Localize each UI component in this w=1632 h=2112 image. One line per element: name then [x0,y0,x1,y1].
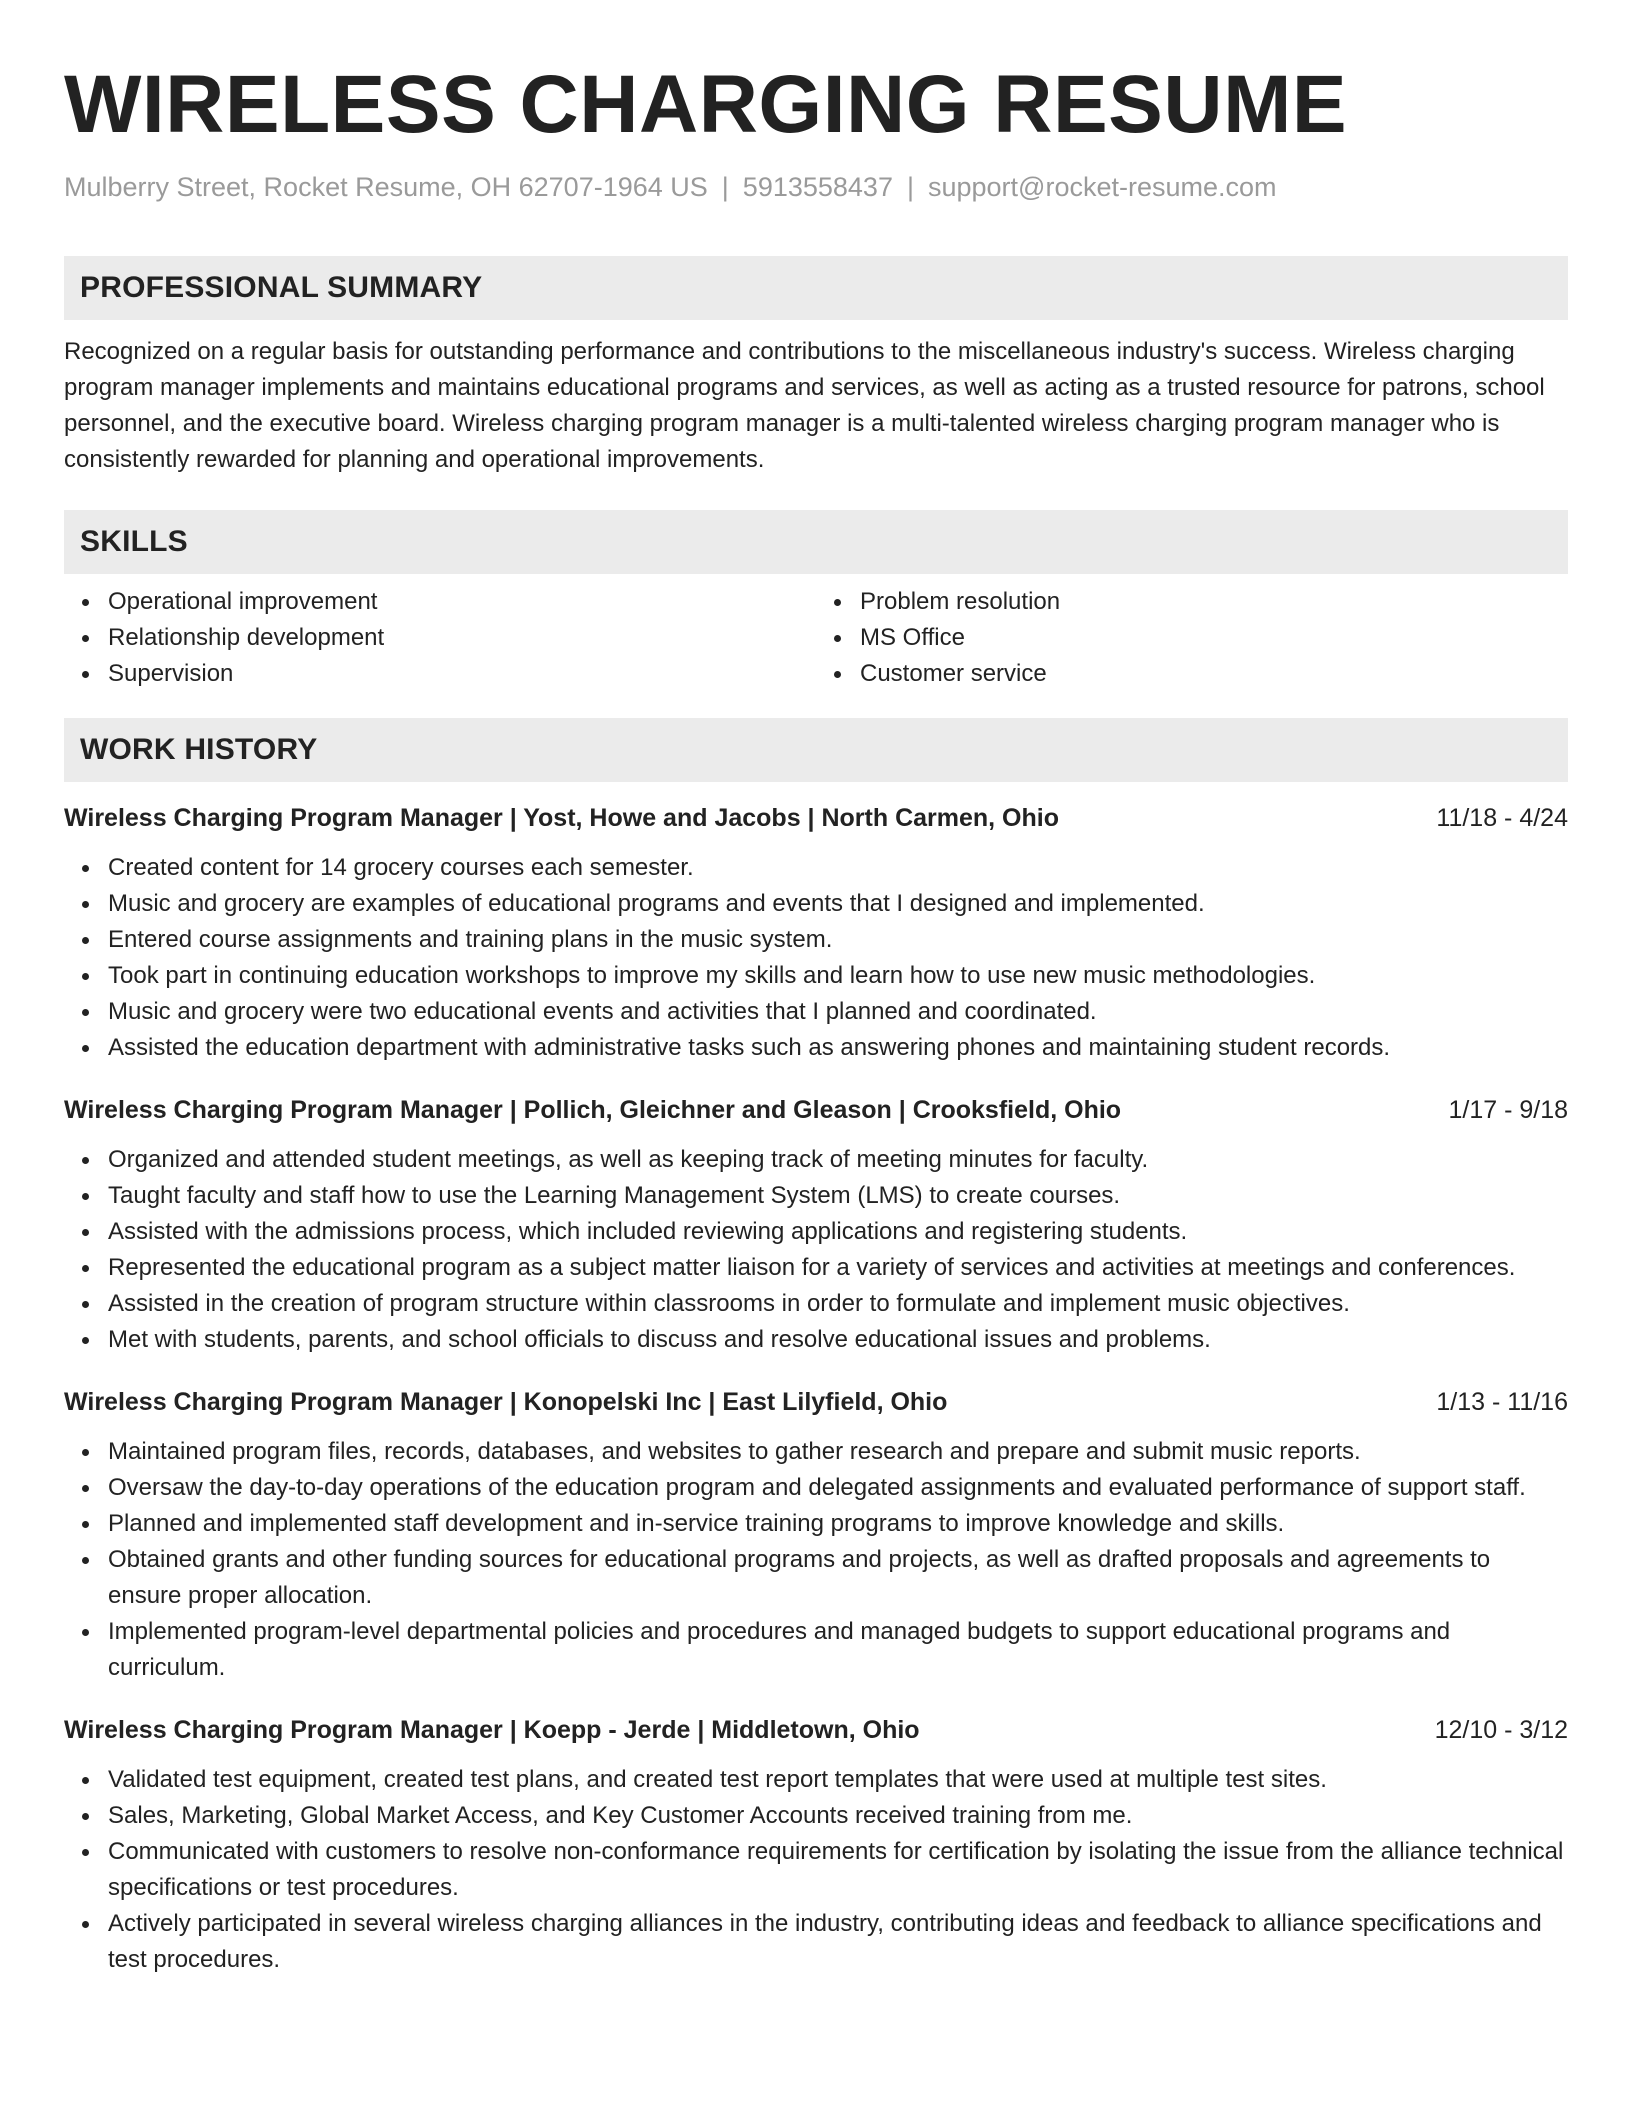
bullet-icon [82,1485,89,1492]
job-bullet [64,958,1568,994]
job-bullet [64,1470,1568,1506]
job-bullet [64,1614,1568,1686]
job-bullet-text: Met with students, parents, and school officials to discuss and resolve educational issues and problems. [108,1326,1211,1353]
job-bullet-text: Organized and attended student meetings, as well as keeping track of meeting minutes for faculty. [108,1146,1149,1173]
job-header [64,1092,1568,1128]
bullet-icon [82,1337,89,1344]
contact-line [64,170,1568,204]
bullet-icon [82,1009,89,1016]
job-bullet-list [64,1762,1568,1978]
job-bullet-text: Obtained grants and other funding sources for educational programs and projects, as well as drafted proposals and agreements to ensure proper allocation. [108,1546,1491,1609]
skill-text: Operational improvement [108,588,378,615]
contact-separator: | [721,172,729,202]
contact-separator: | [906,172,914,202]
summary-text: Recognized on a regular basis for outstanding performance and contributions to the miscellaneous industry's success. Wireless charging program manager implements and maintains educational programs and services, as well as acting as a trusted resource for patrons, school personnel, and the executive board. Wireless charging program manager is a multi-talented wireless charging program manager who is consistently rewarded for planning and operational improvements. [64,338,1545,473]
job-entry [64,1384,1568,1686]
job-bullet [64,1322,1568,1358]
bullet-icon [82,937,89,944]
job-header [64,800,1568,836]
skill-text: Supervision [108,660,234,687]
bullet-icon [834,599,841,606]
job-bullet-text: Taught faculty and staff how to use the Learning Management System (LMS) to create courses. [108,1182,1121,1209]
job-bullet-text: Actively participated in several wireless charging alliances in the industry, contributing ideas and feedback to alliance specifications and test procedures. [108,1910,1542,1973]
job-bullet [64,1906,1568,1978]
bullet-icon [82,1813,89,1820]
skills-heading: SKILLS [64,510,1568,574]
job-bullet-text: Assisted the education department with administrative tasks such as answering phones and maintaining student records. [108,1034,1391,1061]
skill-item [64,584,816,620]
job-bullet-text: Sales, Marketing, Global Market Access, and Key Customer Accounts received training from me. [108,1802,1133,1829]
contact-email[interactable]: support@rocket-resume.com [927,172,1277,202]
bullet-icon [82,1629,89,1636]
bullet-icon [82,635,89,642]
job-bullet-text: Represented the educational program as a subject matter liaison for a variety of services and activities at meetings and conferences. [108,1254,1516,1281]
skill-text: Customer service [860,660,1047,687]
bullet-icon [82,973,89,980]
job-bullet-text: Validated test equipment, created test plans, and created test report templates that were used at multiple test sites. [108,1766,1327,1793]
job-bullet-list [64,850,1568,1066]
bullet-icon [82,599,89,606]
job-header [64,1384,1568,1420]
job-bullet [64,1030,1568,1066]
job-bullet [64,1142,1568,1178]
bullet-icon [834,671,841,678]
job-bullet [64,850,1568,886]
job-bullet-text: Assisted with the admissions process, which included reviewing applications and registering students. [108,1218,1188,1245]
job-dates: 12/10 - 3/12 [1434,1716,1568,1744]
job-dates: 1/13 - 11/16 [1436,1388,1568,1416]
bullet-icon [82,671,89,678]
job-bullet-text: Entered course assignments and training plans in the music system. [108,926,833,953]
bullet-icon [82,1265,89,1272]
contact-address: Mulberry Street, Rocket Resume, OH 62707-1964 US [64,172,708,202]
bullet-icon [82,1449,89,1456]
skill-item [64,620,816,656]
job-bullet-text: Music and grocery are examples of educational programs and events that I designed and implemented. [108,890,1205,917]
job-bullet-text: Assisted in the creation of program structure within classrooms in order to formulate and implement music objectives. [108,1290,1350,1317]
job-bullet [64,1286,1568,1322]
job-bullet [64,1434,1568,1470]
job-title: Wireless Charging Program Manager | Konopelski Inc | East Lilyfield, Ohio [64,1388,948,1416]
job-bullet [64,922,1568,958]
skills-column-left [64,584,816,692]
job-bullet [64,1798,1568,1834]
bullet-icon [82,1521,89,1528]
bullet-icon [82,865,89,872]
job-title: Wireless Charging Program Manager | Pollich, Gleichner and Gleason | Crooksfield, Ohio [64,1096,1122,1124]
job-entry [64,1712,1568,1978]
job-bullet-text: Music and grocery were two educational events and activities that I planned and coordinated. [108,998,1097,1025]
job-title: Wireless Charging Program Manager | Koepp - Jerde | Middletown, Ohio [64,1716,920,1744]
bullet-icon [82,1229,89,1236]
job-bullet [64,1506,1568,1542]
bullet-icon [82,1557,89,1564]
job-bullet [64,1250,1568,1286]
job-bullet [64,1214,1568,1250]
job-bullet [64,1762,1568,1798]
job-title: Wireless Charging Program Manager | Yost, Howe and Jacobs | North Carmen, Ohio [64,804,1059,832]
job-entry [64,1092,1568,1358]
contact-phone: 5913558437 [742,172,893,202]
bullet-icon [82,1849,89,1856]
bullet-icon [82,1045,89,1052]
job-bullet [64,886,1568,922]
resume-title: WIRELESS CHARGING RESUME [64,59,1348,150]
job-bullet-text: Oversaw the day-to-day operations of the education program and delegated assignments and evaluated performance of support staff. [108,1474,1526,1501]
skill-text: Problem resolution [860,588,1061,615]
job-bullet-text: Maintained program files, records, databases, and websites to gather research and prepare and submit music reports. [108,1438,1361,1465]
bullet-icon [82,1921,89,1928]
bullet-icon [834,635,841,642]
job-header [64,1712,1568,1748]
skills-column-right [816,584,1568,692]
skill-item [64,656,816,692]
job-bullet-list [64,1434,1568,1686]
job-entry [64,800,1568,1066]
skill-text: Relationship development [108,624,385,651]
job-bullet [64,1178,1568,1214]
job-bullet-text: Created content for 14 grocery courses each semester. [108,854,694,881]
bullet-icon [82,1301,89,1308]
job-bullet-text: Communicated with customers to resolve non-conformance requirements for certification by isolating the issue from the alliance technical specifications or test procedures. [108,1838,1564,1901]
skill-item [816,620,1568,656]
job-bullet [64,994,1568,1030]
job-bullet-text: Took part in continuing education workshops to improve my skills and learn how to use new music methodologies. [108,962,1316,989]
bullet-icon [82,1777,89,1784]
bullet-icon [82,1193,89,1200]
summary-heading: PROFESSIONAL SUMMARY [64,256,1568,320]
skill-item [816,584,1568,620]
bullet-icon [82,1157,89,1164]
job-dates: 1/17 - 9/18 [1448,1096,1568,1124]
job-bullet-text: Implemented program-level departmental policies and procedures and managed budgets to support educational programs and curriculum. [108,1618,1451,1681]
skills-list [64,584,1568,692]
job-bullet [64,1542,1568,1614]
skill-item [816,656,1568,692]
work-history-heading: WORK HISTORY [64,718,1568,782]
job-bullet-list [64,1142,1568,1358]
bullet-icon [82,901,89,908]
skill-text: MS Office [860,624,965,651]
job-dates: 11/18 - 4/24 [1436,804,1568,832]
job-bullet [64,1834,1568,1906]
job-bullet-text: Planned and implemented staff development and in-service training programs to improve knowledge and skills. [108,1510,1285,1537]
